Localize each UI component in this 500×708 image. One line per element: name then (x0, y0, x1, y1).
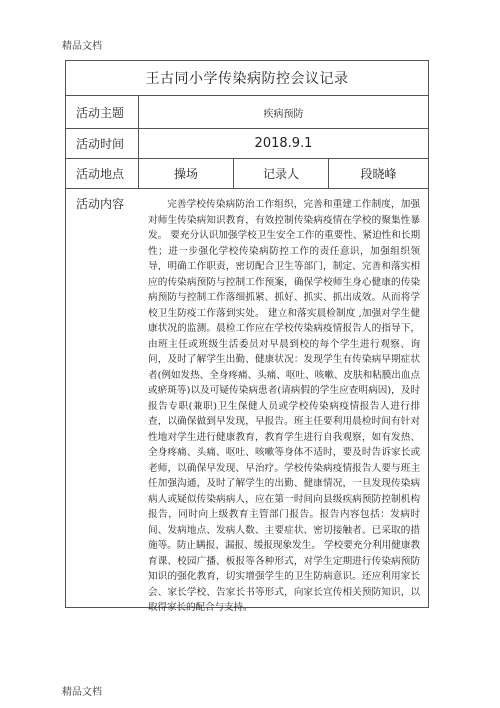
content-row (66, 189, 428, 613)
topic-label: 活动主题 (76, 105, 125, 120)
title-row (66, 61, 428, 96)
content-body (148, 197, 420, 613)
content-paragraph: 完善学校传染病防治工作组织，完善和重建工作制度，加强对师生传染病知识教育，有效控制传染病疫情在学校的聚集性暴发。 要充分认识加强学校卫生安全工作的重要性、紧迫性和长期性；进一步强化学校传染病防控工作的责任意识，加强组织领导，明确工作职责，密切配合卫生等部门，制定、完善和落实相应的传染病预防与控制工作预案，确保学校师生身心健康的传染病预防与控制工作落细抓紧、抓好、抓实、抓出成效。从而将学校卫生防疫工作落到实处。 建立和落实晨检制度 ,加强对学生健康状况的监测。晨检工作应在学校传染病疫情报告人的指导下，由班主任或班级生活委员对早晨到校的每个学生进行观察、询问，及时了解学生出勤、健康状况：发现学生有传染病早期症状者(例如发热、全身疼痛、头痛、呕吐、咳嗽、皮肤和粘膜出血点或瘀斑等)以及可疑传染病患者(请病假的学生应查明病因)，及时报告专职(兼职)卫生保健人员或学校传染病疫情报告人进行排查，以确保做到早发现，早报告。班主任要利用晨检时间有针对性地对学生进行健康教育，教育学生进行自我观察，如有发热、全身疼痛、头痛、呕吐、咳嗽等身体不适时，要及时告诉家长或老师，以确保早发现、早治疗。学校传染病疫情报告人要与班主任加强沟通，及时了解学生的出勤、健康情况，一旦发现传染病病人或疑似传染病病人，应在第一时间向县级疾病预防控制机构报告，同时向上级教育主管部门报告。报告内容包括：发病时间、发病地点、发病人数、主要症状、密切接触者、已采取的措施等。防止瞒报、漏报、缓报现象发生。 学校要充分利用健康教育课、校园广播、板报等各种形式，对学生定期进行传染病预防知识的强化教育，切实增强学生的卫生防病意识。还应利用家长会、家长学校、告家长书等形式，向家长宣传相关预防知识，以取得家长的配合与支持。 (148, 199, 420, 613)
recorder-label: 记录人 (233, 159, 328, 188)
page-header: 精品文档 (62, 41, 102, 52)
time-label: 活动时间 (76, 137, 125, 151)
place-row (66, 159, 428, 189)
topic-value: 疾病预防 (138, 96, 428, 128)
page-footer: 精品文档 (62, 687, 102, 698)
time-row (66, 129, 428, 159)
topic-row (66, 96, 428, 129)
meeting-record-table (65, 60, 429, 613)
content-label: 活动内容 (76, 197, 125, 211)
place-label: 活动地点 (76, 167, 125, 181)
place-value: 操场 (138, 159, 233, 188)
recorder-value: 段晓峰 (328, 159, 428, 188)
record-title: 王古同小学传染病防控会议记录 (145, 71, 349, 87)
time-value: 2018.9.1 (138, 129, 428, 158)
